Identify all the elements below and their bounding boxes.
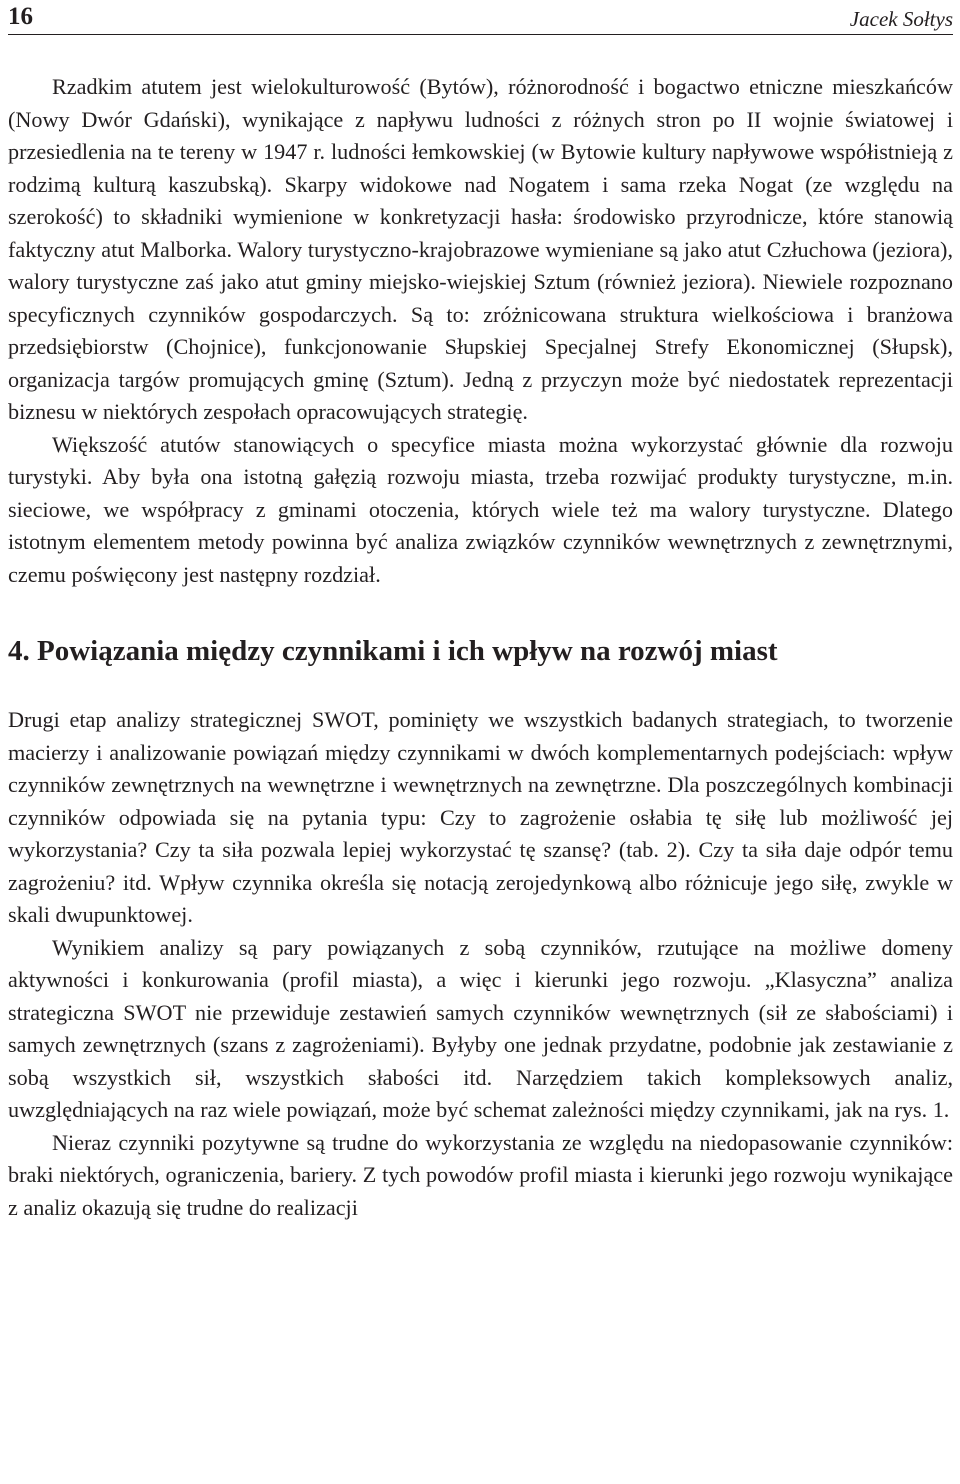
body-paragraph: Wynikiem analizy są pary powiązanych z sobą czynników, rzutujące na możliwe domeny aktywności i konkurowania (profil miasta), a więc i kierunki jego rozwoju. „Klasyczna” analiza strategiczna SWOT nie przewiduje zestawień samych czynników wewnętrznych (sił ze słabościami) i samych zewnętrznych (szans z zagrożeniami). Byłyby one jednak przydatne, podobnie jak zestawianie z sobą wszystkich sił, wszystkich słabości itd. Narzędziem takich kompleksowych analiz, uwzględniających na raz wiele powiązań, może być schemat zależności między czynnikami, jak na rys. 1.	[8, 934, 953, 1122]
body-paragraph: Nieraz czynniki pozytywne są trudne do wykorzystania ze względu na niedopasowanie czynników: braki niektórych, ograniczenia, bariery. Z tych powodów profil miasta i kierunki jego rozwoju wynikające z analiz okazują się trudne do realizacji	[8, 1129, 953, 1220]
body-paragraph: Drugi etap analizy strategicznej SWOT, pominięty we wszystkich badanych strategiach, to tworzenie macierzy i analizowanie powiązań między czynnikami w dwóch komplementarnych podejściach: wpływ czynników zewnętrznych na wewnętrzne i wewnętrznych na zewnętrzne. Dla poszczególnych kombinacji czynników odpowiada się na pytania typu: Czy to zagrożenie osłabia tę siłę lub możliwość jej wykorzystania? Czy ta siła pozwala lepiej wykorzystać tę szansę? (tab. 2). Czy ta siła daje odpór temu zagrożeniu? itd. Wpływ czynnika określa się notacją zerojedynkową albo różnicuje jego siłę, zwykle w skali dwupunktowej.	[8, 707, 953, 927]
body-paragraph: Rzadkim atutem jest wielokulturowość (Bytów), różnorodność i bogactwo etniczne mieszkańców (Nowy Dwór Gdański), wynikające z napływu ludności z różnych stron po II wojnie światowej i przesiedlenia na te tereny w 1947 r. ludności łemkowskiej (w Bytowie kultury napływowe współistnieją z rodzimą kulturą kaszubską). Skarpy widokowe nad Nogatem i sama rzeka Nogat (ze względu na szerokość) to składniki wymienione w konkretyzacji hasła: środowisko przyrodnicze, które stanowią faktyczny atut Malborka. Walory turystyczno-krajobrazowe wymieniane są jako atut Człuchowa (jeziora), walory turystyczne zaś jako atut gminy miejsko-wiejskiej Sztum (również jeziora). Niewiele rozpoznano specyficznych czynników gospodarczych. Są to: zróżnicowana struktura wielkościowa i branżowa przedsiębiorstw (Chojnice), funkcjonowanie Słupskiej Specjalnej Strefy Ekonomicznej (Słupsk), organizacja targów promujących gminę (Sztum). Jedną z przyczyn może być niedostatek reprezentacji biznesu w niektórych zespołach opracowujących strategię.	[8, 74, 953, 424]
section-title: Powiązania między czynnikami i ich wpływ na rozwój miast	[37, 635, 778, 667]
page-number: 16	[8, 3, 33, 30]
section-number: 4.	[8, 635, 30, 667]
body-paragraph: Większość atutów stanowiących o specyfice miasta można wykorzystać głównie dla rozwoju turystyki. Aby była ona istotną gałęzią rozwoju miasta, trzeba rozwijać produkty turystyczne, m.in. sieciowe, we współpracy z gminami otoczenia, których wiele też ma walory turystyczne. Dlatego istotnym elementem metody powinna być analiza związków czynników wewnętrznych z zewnętrznymi, czemu poświęcony jest następny rozdział.	[8, 431, 953, 587]
running-head-author: Jacek Sołtys	[849, 7, 953, 31]
document-page	[8, 0, 953, 1224]
running-head	[8, 0, 953, 35]
section-heading	[8, 633, 953, 669]
